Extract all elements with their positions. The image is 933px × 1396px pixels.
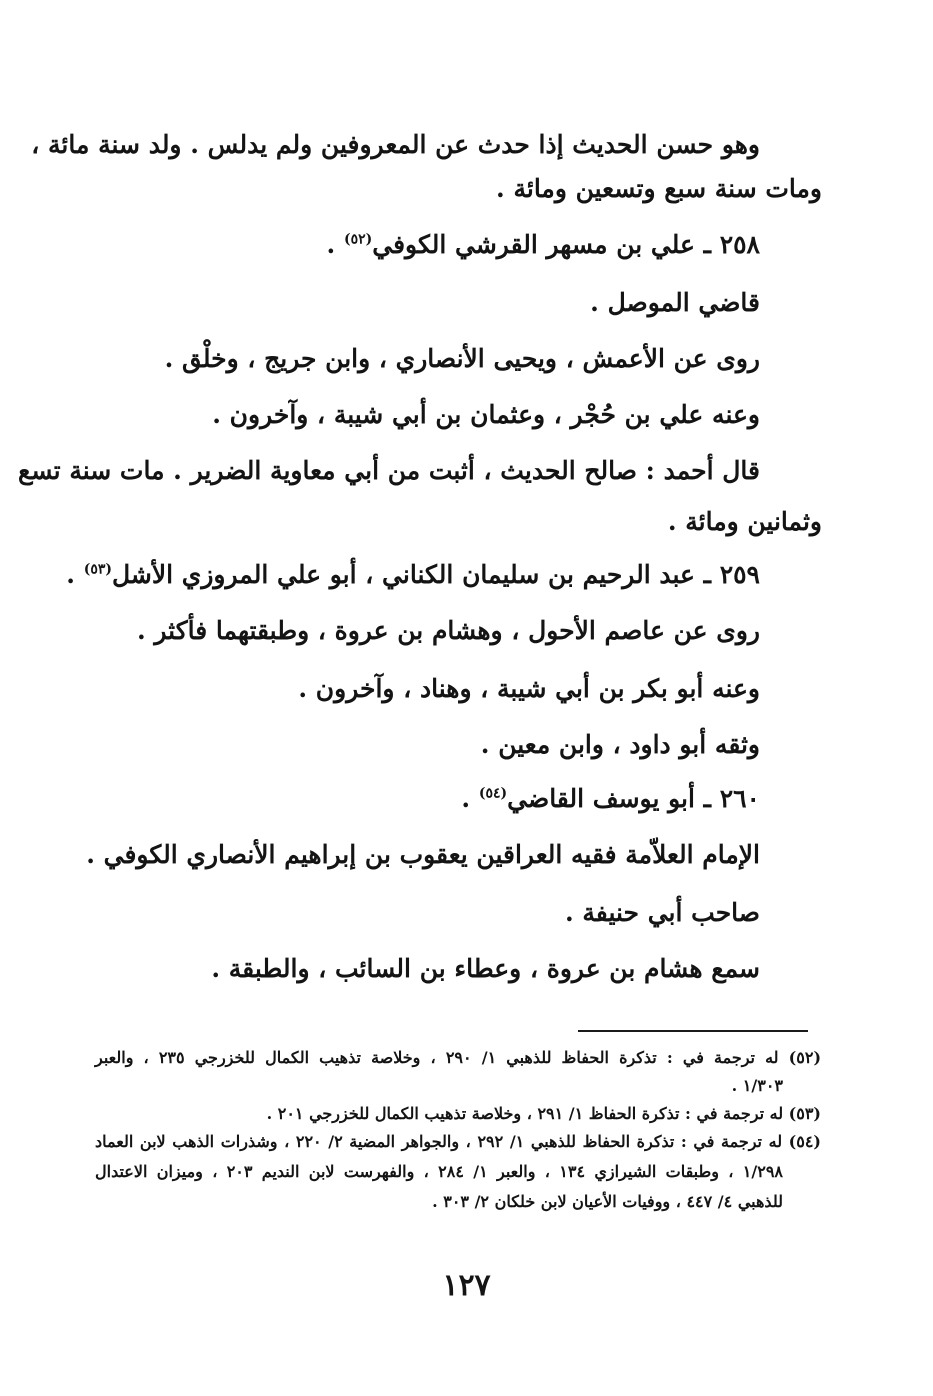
footnote-ref: (٥٤) <box>478 785 508 802</box>
entry-heading-259 <box>66 558 760 592</box>
footnote-54-cont: ١/٢٩٨ ، وطبقات الشيرازي ١٣٤ ، والعبر ١/ ٢٨٤ ، والفهرست لابن النديم ٢٠٣ ، وميزان الاعتدال <box>95 1162 783 1181</box>
entry-end: . <box>461 784 471 813</box>
entry-heading-258 <box>112 228 760 262</box>
paragraph-line: وهو حسن الحديث إذا حدث عن المعروفين ولم يدلس . ولد سنة مائة ، <box>31 130 760 159</box>
paragraph-line: الإمام العلاّمة فقيه العراقين يعقوب بن إبراهيم الأنصاري الكوفي . <box>86 840 760 869</box>
paragraph-line: وثمانين ومائة . <box>667 507 822 536</box>
entry-end: . <box>326 230 336 259</box>
paragraph-line: روى عن عاصم الأحول ، وهشام بن عروة ، وطبقتهما فأكثر . <box>136 616 760 645</box>
entry-number: ٢٥٨ ـ <box>703 230 760 259</box>
entry-name: علي بن مسهر القرشي الكوفي <box>372 230 695 259</box>
paragraph-line: وثقه أبو داود ، وابن معين . <box>480 730 760 759</box>
paragraph-line: روى عن الأعمش ، ويحيى الأنصاري ، وابن جريج ، وخلْق . <box>164 344 760 373</box>
footnote-52: (٥٢) له ترجمة في : تذكرة الحفاظ للذهبي ١/ ٢٩٠ ، وخلاصة تذهيب الكمال للخزرجي ٢٣٥ ، والعبر <box>95 1048 822 1067</box>
paragraph-line: وعنه أبو بكر بن أبي شيبة ، وهناد ، وآخرون . <box>298 674 760 703</box>
paragraph-line: قال أحمد : صالح الحديث ، أثبت من أبي معاوية الضرير . مات سنة تسع <box>18 456 760 485</box>
footnote-54: (٥٤) له ترجمة في : تذكرة الحفاظ للذهبي ١/ ٢٩٢ ، والجواهر المضية ٢/ ٢٢٠ ، وشذرات الذهب لابن العماد <box>95 1132 821 1151</box>
paragraph-line: وعنه علي بن حُجْر ، وعثمان بن أبي شيبة ، وآخرون . <box>212 400 760 429</box>
entry-number: ٢٥٩ ـ <box>703 560 760 589</box>
footnote-54-cont: للذهبي ٤/ ٤٤٧ ، ووفيات الأعيان لابن خلكان ٢/ ٣٠٣ . <box>432 1192 783 1211</box>
entry-number: ٢٦٠ ـ <box>703 784 760 813</box>
footnote-53: (٥٣) له ترجمة في : تذكرة الحفاظ ١/ ٢٩١ ، وخلاصة تذهيب الكمال للخزرجي ٢٠١ . <box>266 1104 821 1123</box>
footnote-ref: (٥٢) <box>343 231 373 248</box>
page-number: ١٢٧ <box>442 1268 491 1303</box>
paragraph-line: ومات سنة سبع وتسعين ومائة . <box>496 174 822 203</box>
paragraph-line: قاضي الموصل . <box>590 288 760 317</box>
paragraph-line: سمع هشام بن عروة ، وعطاء بن السائب ، والطبقة . <box>211 954 760 983</box>
footnote-ref: (٥٣) <box>83 561 112 578</box>
footnote-separator <box>578 1030 808 1032</box>
entry-heading-260 <box>112 782 760 816</box>
entry-end: . <box>66 560 75 589</box>
footnote-52-cont: ١/٣٠٣ . <box>731 1076 783 1095</box>
paragraph-line: صاحب أبي حنيفة . <box>565 898 760 927</box>
entry-name: أبو يوسف القاضي <box>507 784 695 813</box>
entry-name: عبد الرحيم بن سليمان الكناني ، أبو علي المروزي الأشل <box>112 560 695 589</box>
